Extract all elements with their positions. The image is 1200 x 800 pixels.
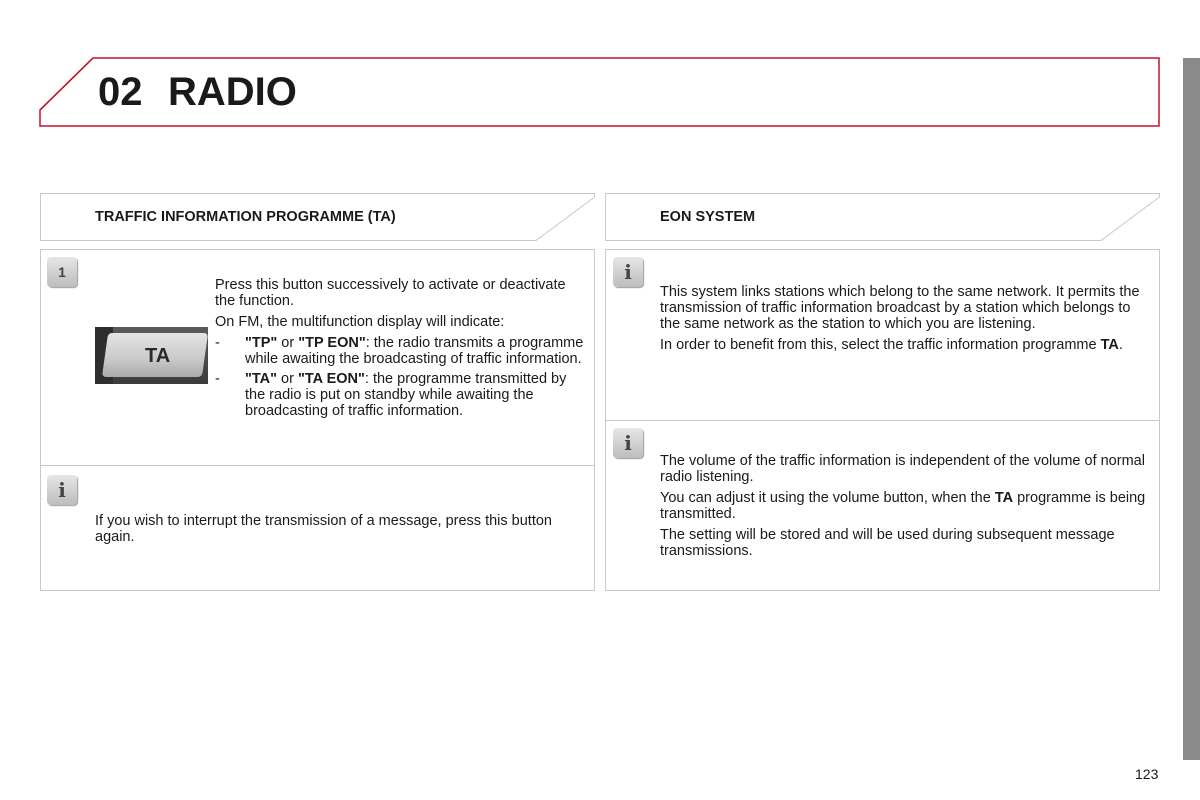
bold-term: TA bbox=[1100, 337, 1119, 353]
text-segment: You can adjust it using the volume button, when the bbox=[660, 490, 995, 506]
bold-term: "TA EON" bbox=[297, 371, 365, 387]
ta-intro-2: On FM, the multifunction display will indicate: bbox=[215, 314, 505, 330]
connector: or bbox=[277, 371, 298, 387]
panel-divider bbox=[40, 465, 595, 466]
bold-term: "TP" bbox=[245, 335, 278, 351]
bold-term: TA bbox=[994, 490, 1014, 506]
section-header-eon bbox=[605, 193, 1160, 241]
ta-button-label: TA bbox=[145, 345, 171, 367]
bold-term: "TA" bbox=[245, 371, 278, 387]
bullet-body bbox=[245, 371, 585, 419]
page-number: 123 bbox=[1135, 766, 1159, 782]
ta-button-image bbox=[95, 327, 208, 384]
ta-intro-1: Press this button successively to activate or deactivate the function. bbox=[215, 277, 566, 309]
volume-paragraph-1: The volume of the traffic information is independent of the volume of normal radio listening. bbox=[660, 453, 1145, 485]
bullet-item-ta bbox=[215, 371, 585, 419]
bold-term: "TP EON" bbox=[298, 335, 366, 351]
chapter-header bbox=[0, 0, 1200, 140]
info-icon: i bbox=[613, 257, 643, 287]
volume-paragraph-2 bbox=[660, 490, 1155, 522]
step-1-badge: 1 bbox=[47, 257, 77, 287]
text-segment: . bbox=[1118, 337, 1123, 353]
text-segment: programme is being transmitted. bbox=[660, 490, 1146, 522]
bullet-dash: - bbox=[215, 371, 220, 387]
connector: or bbox=[277, 335, 299, 351]
ta-instructions bbox=[215, 277, 585, 419]
bullet-dash: - bbox=[215, 335, 220, 351]
eon-description bbox=[660, 284, 1150, 358]
volume-paragraph-3: The setting will be stored and will be used during subsequent message transmissions. bbox=[660, 527, 1115, 559]
chapter-title: RADIO bbox=[168, 70, 297, 114]
info-icon: i bbox=[613, 428, 643, 458]
side-tab bbox=[1183, 58, 1200, 760]
section-heading: EON SYSTEM bbox=[660, 209, 756, 225]
section-heading: TRAFFIC INFORMATION PROGRAMME (TA) bbox=[95, 209, 396, 225]
volume-notes bbox=[660, 453, 1155, 564]
section-header-ta bbox=[40, 193, 595, 241]
eon-paragraph-2 bbox=[660, 337, 1150, 353]
info-icon: i bbox=[47, 475, 77, 505]
bullet-text: : the radio transmits a programme while awaiting the broadcasting of traffic information. bbox=[245, 335, 584, 367]
bullet-text: : the programme transmitted by the radio is put on standby while awaiting the broadcasting of traffic information. bbox=[245, 371, 567, 419]
bullet-item-tp bbox=[215, 335, 585, 367]
ta-info-text: If you wish to interrupt the transmission of a message, press this button again. bbox=[95, 513, 552, 545]
eon-paragraph-1: This system links stations which belong to the same network. It permits the transmission of traffic information broadcast by a station which belongs to the same network as the station to which you are listening. bbox=[660, 284, 1140, 332]
chapter-number: 02 bbox=[98, 70, 143, 114]
panel-divider bbox=[605, 420, 1160, 421]
text-segment: In order to benefit from this, select the traffic information programme bbox=[660, 337, 1101, 353]
bullet-body bbox=[245, 335, 585, 367]
